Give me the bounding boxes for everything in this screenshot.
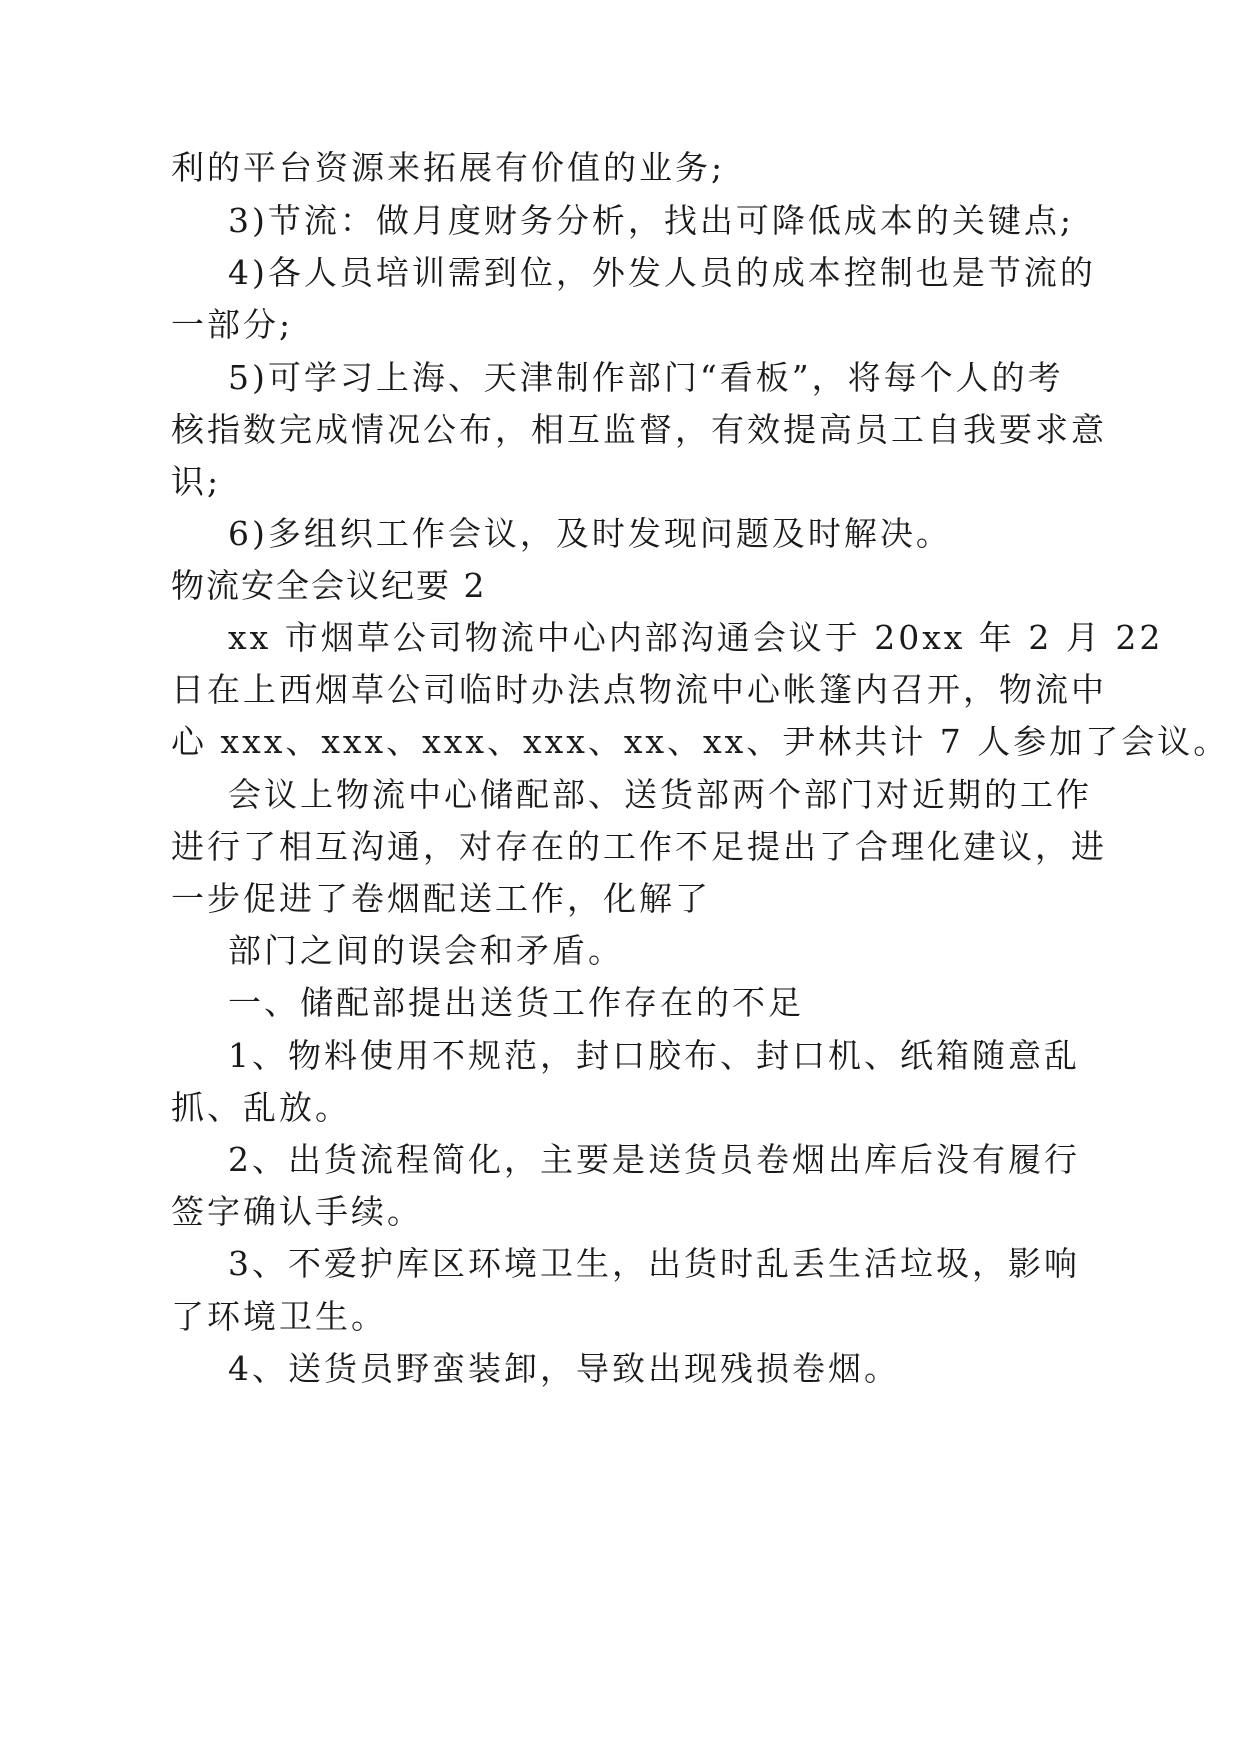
paragraph-line: 核指数完成情况公布，相互监督，有效提高员工自我要求意 [171,410,1107,449]
paragraph-line: 了环境卫生。 [171,1297,387,1336]
paragraph-line: 进行了相互沟通，对存在的工作不足提出了合理化建议，进 [171,827,1107,866]
paragraph-line: 日在上西烟草公司临时办法点物流中心帐篷内召开，物流中 [171,670,1107,709]
paragraph-line: 部门之间的误会和矛盾。 [228,931,624,970]
list-item: 1、物料使用不规范，封口胶布、封口机、纸箱随意乱 [228,1036,1080,1075]
paragraph-line: xx 市烟草公司物流中心内部沟通会议于 20xx 年 2 月 22 [228,618,1164,657]
paragraph-line: 一步促进了卷烟配送工作，化解了 [171,879,711,918]
paragraph-line: 利的平台资源来拓展有价值的业务; [171,148,726,187]
paragraph-line: 一部分; [171,305,294,344]
paragraph-line: 心 xxx、xxx、xxx、xxx、xx、xx、尹林共计 7 人参加了会议。 [171,722,1230,761]
paragraph-line: 5)可学习上海、天津制作部门“看板”，将每个人的考 [228,358,1064,397]
list-item: 4、送货员野蛮装卸，导致出现残损卷烟。 [228,1349,900,1388]
paragraph-line: 6)多组织工作会议，及时发现问题及时解决。 [228,514,952,553]
list-item: 2、出货流程简化，主要是送货员卷烟出库后没有履行 [228,1140,1080,1179]
subheading: 一、储配部提出送货工作存在的不足 [228,983,804,1022]
paragraph-line: 会议上物流中心储配部、送货部两个部门对近期的工作 [228,775,1092,814]
section-heading: 物流安全会议纪要 2 [171,566,487,605]
paragraph-line: 签字确认手续。 [171,1192,423,1231]
paragraph-line: 识; [171,462,222,501]
paragraph-line: 3)节流：做月度财务分析，找出可降低成本的关键点; [228,201,1074,240]
paragraph-line: 抓、乱放。 [171,1088,351,1127]
list-item: 3、不爱护库区环境卫生，出货时乱丢生活垃圾，影响 [228,1244,1080,1283]
paragraph-line: 4)各人员培训需到位，外发人员的成本控制也是节流的 [228,253,1096,292]
